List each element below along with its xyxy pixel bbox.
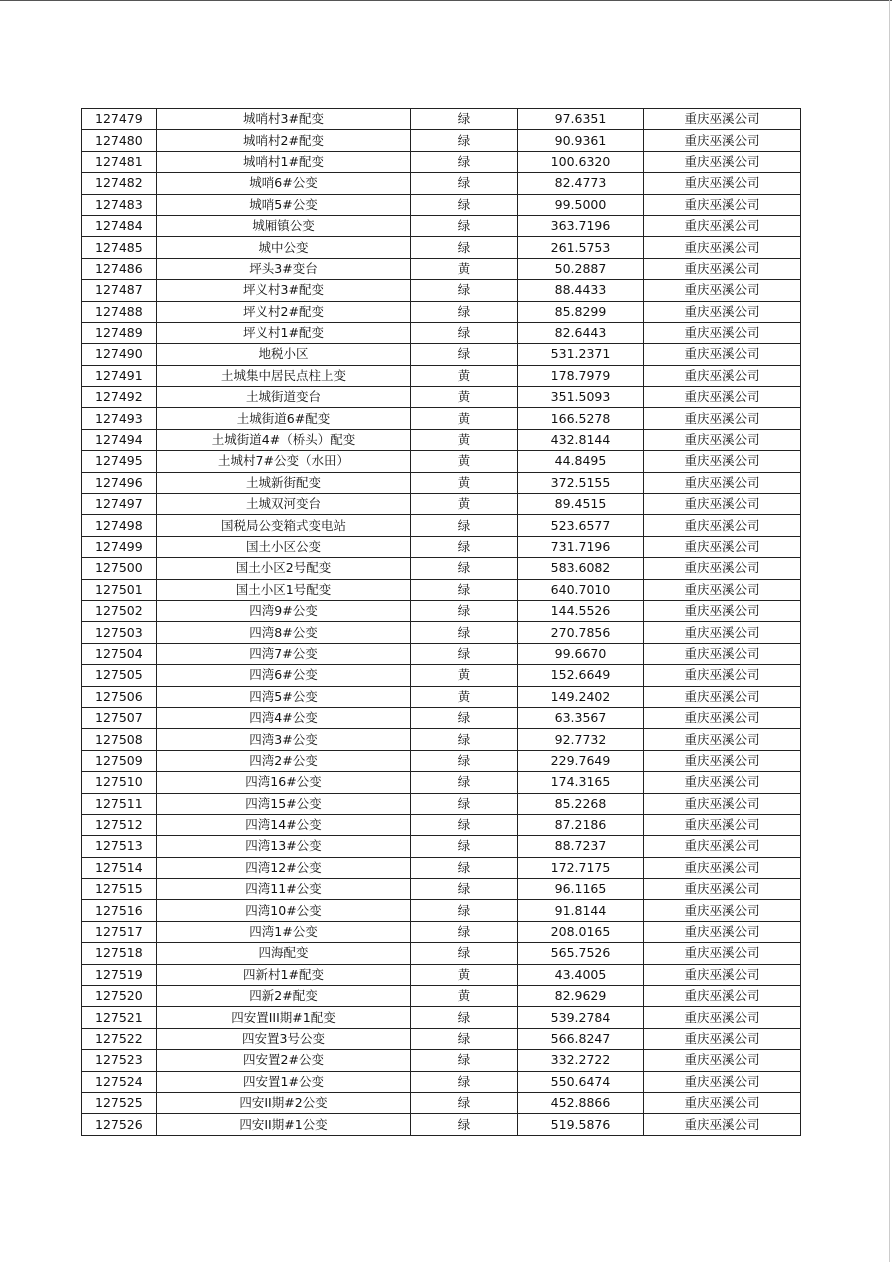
company-cell: 重庆巫溪公司 bbox=[644, 665, 801, 686]
table-row bbox=[82, 472, 801, 493]
table-row bbox=[82, 237, 801, 258]
company-cell: 重庆巫溪公司 bbox=[644, 130, 801, 151]
row-id-cell: 127518 bbox=[82, 943, 157, 964]
company-cell: 重庆巫溪公司 bbox=[644, 151, 801, 172]
name-cell: 四湾16#公变 bbox=[157, 772, 411, 793]
company-cell: 重庆巫溪公司 bbox=[644, 1050, 801, 1071]
name-cell: 四湾5#公变 bbox=[157, 686, 411, 707]
company-cell: 重庆巫溪公司 bbox=[644, 793, 801, 814]
table-row bbox=[82, 879, 801, 900]
status-cell: 绿 bbox=[411, 322, 518, 343]
status-cell: 黄 bbox=[411, 451, 518, 472]
value-cell: 92.7732 bbox=[518, 729, 644, 750]
name-cell: 四湾2#公变 bbox=[157, 750, 411, 771]
row-id-cell: 127487 bbox=[82, 280, 157, 301]
name-cell: 四湾6#公变 bbox=[157, 665, 411, 686]
status-cell: 绿 bbox=[411, 1028, 518, 1049]
value-cell: 432.8144 bbox=[518, 429, 644, 450]
status-cell: 绿 bbox=[411, 622, 518, 643]
row-id-cell: 127519 bbox=[82, 964, 157, 985]
name-cell: 四安置III期#1配变 bbox=[157, 1007, 411, 1028]
value-cell: 100.6320 bbox=[518, 151, 644, 172]
row-id-cell: 127526 bbox=[82, 1114, 157, 1135]
table-row bbox=[82, 494, 801, 515]
name-cell: 四安置3号公变 bbox=[157, 1028, 411, 1049]
row-id-cell: 127498 bbox=[82, 515, 157, 536]
row-id-cell: 127481 bbox=[82, 151, 157, 172]
table-row bbox=[82, 536, 801, 557]
status-cell: 绿 bbox=[411, 836, 518, 857]
row-id-cell: 127488 bbox=[82, 301, 157, 322]
table-row bbox=[82, 451, 801, 472]
company-cell: 重庆巫溪公司 bbox=[644, 943, 801, 964]
value-cell: 82.9629 bbox=[518, 986, 644, 1007]
table-row bbox=[82, 1071, 801, 1092]
row-id-cell: 127501 bbox=[82, 579, 157, 600]
company-cell: 重庆巫溪公司 bbox=[644, 194, 801, 215]
status-cell: 绿 bbox=[411, 515, 518, 536]
name-cell: 四海配变 bbox=[157, 943, 411, 964]
name-cell: 城中公变 bbox=[157, 237, 411, 258]
table-row bbox=[82, 793, 801, 814]
name-cell: 四湾15#公变 bbox=[157, 793, 411, 814]
value-cell: 208.0165 bbox=[518, 921, 644, 942]
value-cell: 144.5526 bbox=[518, 600, 644, 621]
row-id-cell: 127492 bbox=[82, 387, 157, 408]
table-row bbox=[82, 857, 801, 878]
table-body bbox=[82, 109, 801, 1136]
status-cell: 绿 bbox=[411, 1114, 518, 1135]
status-cell: 黄 bbox=[411, 408, 518, 429]
row-id-cell: 127506 bbox=[82, 686, 157, 707]
company-cell: 重庆巫溪公司 bbox=[644, 408, 801, 429]
status-cell: 黄 bbox=[411, 686, 518, 707]
status-cell: 绿 bbox=[411, 900, 518, 921]
name-cell: 四湾10#公变 bbox=[157, 900, 411, 921]
company-cell: 重庆巫溪公司 bbox=[644, 622, 801, 643]
status-cell: 绿 bbox=[411, 793, 518, 814]
row-id-cell: 127522 bbox=[82, 1028, 157, 1049]
transformer-table bbox=[81, 108, 801, 1136]
value-cell: 229.7649 bbox=[518, 750, 644, 771]
table-row bbox=[82, 1028, 801, 1049]
row-id-cell: 127512 bbox=[82, 814, 157, 835]
name-cell: 四湾14#公变 bbox=[157, 814, 411, 835]
name-cell: 四安II期#2公变 bbox=[157, 1092, 411, 1113]
company-cell: 重庆巫溪公司 bbox=[644, 900, 801, 921]
row-id-cell: 127486 bbox=[82, 258, 157, 279]
table-row bbox=[82, 301, 801, 322]
status-cell: 绿 bbox=[411, 173, 518, 194]
status-cell: 黄 bbox=[411, 986, 518, 1007]
name-cell: 四湾11#公变 bbox=[157, 879, 411, 900]
value-cell: 152.6649 bbox=[518, 665, 644, 686]
value-cell: 523.6577 bbox=[518, 515, 644, 536]
table-row bbox=[82, 986, 801, 1007]
company-cell: 重庆巫溪公司 bbox=[644, 707, 801, 728]
status-cell: 绿 bbox=[411, 729, 518, 750]
company-cell: 重庆巫溪公司 bbox=[644, 772, 801, 793]
value-cell: 539.2784 bbox=[518, 1007, 644, 1028]
status-cell: 绿 bbox=[411, 943, 518, 964]
company-cell: 重庆巫溪公司 bbox=[644, 1092, 801, 1113]
table-row bbox=[82, 814, 801, 835]
row-id-cell: 127504 bbox=[82, 643, 157, 664]
company-cell: 重庆巫溪公司 bbox=[644, 879, 801, 900]
table-row bbox=[82, 515, 801, 536]
company-cell: 重庆巫溪公司 bbox=[644, 921, 801, 942]
company-cell: 重庆巫溪公司 bbox=[644, 558, 801, 579]
value-cell: 44.8495 bbox=[518, 451, 644, 472]
company-cell: 重庆巫溪公司 bbox=[644, 451, 801, 472]
row-id-cell: 127496 bbox=[82, 472, 157, 493]
company-cell: 重庆巫溪公司 bbox=[644, 536, 801, 557]
company-cell: 重庆巫溪公司 bbox=[644, 986, 801, 1007]
name-cell: 四新村1#配变 bbox=[157, 964, 411, 985]
name-cell: 坪义村1#配变 bbox=[157, 322, 411, 343]
company-cell: 重庆巫溪公司 bbox=[644, 365, 801, 386]
value-cell: 519.5876 bbox=[518, 1114, 644, 1135]
value-cell: 363.7196 bbox=[518, 215, 644, 236]
row-id-cell: 127497 bbox=[82, 494, 157, 515]
value-cell: 174.3165 bbox=[518, 772, 644, 793]
table-row bbox=[82, 387, 801, 408]
table-row bbox=[82, 750, 801, 771]
value-cell: 85.2268 bbox=[518, 793, 644, 814]
name-cell: 土城双河变台 bbox=[157, 494, 411, 515]
name-cell: 城厢镇公变 bbox=[157, 215, 411, 236]
table-row bbox=[82, 215, 801, 236]
name-cell: 国土小区1号配变 bbox=[157, 579, 411, 600]
status-cell: 绿 bbox=[411, 280, 518, 301]
table-row bbox=[82, 836, 801, 857]
name-cell: 四湾12#公变 bbox=[157, 857, 411, 878]
status-cell: 绿 bbox=[411, 879, 518, 900]
status-cell: 绿 bbox=[411, 921, 518, 942]
table-row bbox=[82, 151, 801, 172]
status-cell: 绿 bbox=[411, 707, 518, 728]
value-cell: 332.2722 bbox=[518, 1050, 644, 1071]
status-cell: 绿 bbox=[411, 600, 518, 621]
row-id-cell: 127483 bbox=[82, 194, 157, 215]
name-cell: 国土小区2号配变 bbox=[157, 558, 411, 579]
company-cell: 重庆巫溪公司 bbox=[644, 472, 801, 493]
value-cell: 566.8247 bbox=[518, 1028, 644, 1049]
status-cell: 黄 bbox=[411, 494, 518, 515]
table-row bbox=[82, 109, 801, 130]
status-cell: 黄 bbox=[411, 429, 518, 450]
table-row bbox=[82, 579, 801, 600]
value-cell: 82.4773 bbox=[518, 173, 644, 194]
company-cell: 重庆巫溪公司 bbox=[644, 729, 801, 750]
name-cell: 四湾8#公变 bbox=[157, 622, 411, 643]
value-cell: 87.2186 bbox=[518, 814, 644, 835]
row-id-cell: 127479 bbox=[82, 109, 157, 130]
status-cell: 黄 bbox=[411, 365, 518, 386]
table-row bbox=[82, 365, 801, 386]
status-cell: 绿 bbox=[411, 579, 518, 600]
company-cell: 重庆巫溪公司 bbox=[644, 344, 801, 365]
table-row bbox=[82, 921, 801, 942]
value-cell: 82.6443 bbox=[518, 322, 644, 343]
name-cell: 坪义村3#配变 bbox=[157, 280, 411, 301]
row-id-cell: 127515 bbox=[82, 879, 157, 900]
row-id-cell: 127516 bbox=[82, 900, 157, 921]
company-cell: 重庆巫溪公司 bbox=[644, 173, 801, 194]
row-id-cell: 127484 bbox=[82, 215, 157, 236]
company-cell: 重庆巫溪公司 bbox=[644, 237, 801, 258]
table-row bbox=[82, 729, 801, 750]
status-cell: 绿 bbox=[411, 301, 518, 322]
company-cell: 重庆巫溪公司 bbox=[644, 750, 801, 771]
value-cell: 85.8299 bbox=[518, 301, 644, 322]
company-cell: 重庆巫溪公司 bbox=[644, 964, 801, 985]
value-cell: 97.6351 bbox=[518, 109, 644, 130]
company-cell: 重庆巫溪公司 bbox=[644, 1071, 801, 1092]
status-cell: 绿 bbox=[411, 151, 518, 172]
company-cell: 重庆巫溪公司 bbox=[644, 1007, 801, 1028]
row-id-cell: 127480 bbox=[82, 130, 157, 151]
row-id-cell: 127517 bbox=[82, 921, 157, 942]
name-cell: 城哨村3#配变 bbox=[157, 109, 411, 130]
company-cell: 重庆巫溪公司 bbox=[644, 429, 801, 450]
row-id-cell: 127489 bbox=[82, 322, 157, 343]
value-cell: 261.5753 bbox=[518, 237, 644, 258]
company-cell: 重庆巫溪公司 bbox=[644, 600, 801, 621]
row-id-cell: 127523 bbox=[82, 1050, 157, 1071]
company-cell: 重庆巫溪公司 bbox=[644, 579, 801, 600]
value-cell: 90.9361 bbox=[518, 130, 644, 151]
status-cell: 绿 bbox=[411, 1050, 518, 1071]
value-cell: 583.6082 bbox=[518, 558, 644, 579]
row-id-cell: 127503 bbox=[82, 622, 157, 643]
table-row bbox=[82, 665, 801, 686]
row-id-cell: 127500 bbox=[82, 558, 157, 579]
name-cell: 四湾3#公变 bbox=[157, 729, 411, 750]
table-row bbox=[82, 707, 801, 728]
table-row bbox=[82, 194, 801, 215]
page-edge bbox=[0, 0, 892, 1]
row-id-cell: 127510 bbox=[82, 772, 157, 793]
row-id-cell: 127509 bbox=[82, 750, 157, 771]
row-id-cell: 127525 bbox=[82, 1092, 157, 1113]
row-id-cell: 127513 bbox=[82, 836, 157, 857]
company-cell: 重庆巫溪公司 bbox=[644, 280, 801, 301]
name-cell: 坪义村2#配变 bbox=[157, 301, 411, 322]
table-row bbox=[82, 173, 801, 194]
status-cell: 黄 bbox=[411, 665, 518, 686]
table-row bbox=[82, 558, 801, 579]
company-cell: 重庆巫溪公司 bbox=[644, 836, 801, 857]
value-cell: 452.8866 bbox=[518, 1092, 644, 1113]
company-cell: 重庆巫溪公司 bbox=[644, 301, 801, 322]
name-cell: 四湾1#公变 bbox=[157, 921, 411, 942]
status-cell: 黄 bbox=[411, 387, 518, 408]
value-cell: 351.5093 bbox=[518, 387, 644, 408]
table-row bbox=[82, 1092, 801, 1113]
company-cell: 重庆巫溪公司 bbox=[644, 643, 801, 664]
name-cell: 土城村7#公变（水田） bbox=[157, 451, 411, 472]
value-cell: 166.5278 bbox=[518, 408, 644, 429]
company-cell: 重庆巫溪公司 bbox=[644, 387, 801, 408]
name-cell: 四新2#配变 bbox=[157, 986, 411, 1007]
table-row bbox=[82, 964, 801, 985]
status-cell: 绿 bbox=[411, 643, 518, 664]
value-cell: 88.7237 bbox=[518, 836, 644, 857]
name-cell: 四湾4#公变 bbox=[157, 707, 411, 728]
table-row bbox=[82, 600, 801, 621]
name-cell: 城哨村2#配变 bbox=[157, 130, 411, 151]
status-cell: 绿 bbox=[411, 109, 518, 130]
name-cell: 国税局公变箱式变电站 bbox=[157, 515, 411, 536]
table-row bbox=[82, 280, 801, 301]
table-row bbox=[82, 1114, 801, 1135]
name-cell: 城哨5#公变 bbox=[157, 194, 411, 215]
status-cell: 绿 bbox=[411, 1071, 518, 1092]
status-cell: 黄 bbox=[411, 258, 518, 279]
name-cell: 四湾9#公变 bbox=[157, 600, 411, 621]
table-row bbox=[82, 772, 801, 793]
status-cell: 黄 bbox=[411, 472, 518, 493]
value-cell: 50.2887 bbox=[518, 258, 644, 279]
status-cell: 绿 bbox=[411, 772, 518, 793]
row-id-cell: 127493 bbox=[82, 408, 157, 429]
company-cell: 重庆巫溪公司 bbox=[644, 1114, 801, 1135]
row-id-cell: 127490 bbox=[82, 344, 157, 365]
table-row bbox=[82, 130, 801, 151]
value-cell: 149.2402 bbox=[518, 686, 644, 707]
value-cell: 88.4433 bbox=[518, 280, 644, 301]
table-row bbox=[82, 643, 801, 664]
row-id-cell: 127514 bbox=[82, 857, 157, 878]
value-cell: 640.7010 bbox=[518, 579, 644, 600]
status-cell: 绿 bbox=[411, 237, 518, 258]
row-id-cell: 127521 bbox=[82, 1007, 157, 1028]
value-cell: 43.4005 bbox=[518, 964, 644, 985]
name-cell: 四安II期#1公变 bbox=[157, 1114, 411, 1135]
status-cell: 绿 bbox=[411, 215, 518, 236]
value-cell: 172.7175 bbox=[518, 857, 644, 878]
name-cell: 四安置2#公变 bbox=[157, 1050, 411, 1071]
value-cell: 550.6474 bbox=[518, 1071, 644, 1092]
name-cell: 四湾13#公变 bbox=[157, 836, 411, 857]
name-cell: 土城街道4#（桥头）配变 bbox=[157, 429, 411, 450]
name-cell: 土城集中居民点柱上变 bbox=[157, 365, 411, 386]
row-id-cell: 127507 bbox=[82, 707, 157, 728]
table-row bbox=[82, 322, 801, 343]
status-cell: 绿 bbox=[411, 1092, 518, 1113]
row-id-cell: 127499 bbox=[82, 536, 157, 557]
row-id-cell: 127508 bbox=[82, 729, 157, 750]
table-row bbox=[82, 429, 801, 450]
table-row bbox=[82, 943, 801, 964]
table-row bbox=[82, 408, 801, 429]
company-cell: 重庆巫溪公司 bbox=[644, 814, 801, 835]
name-cell: 四安置1#公变 bbox=[157, 1071, 411, 1092]
page-edge bbox=[889, 0, 890, 1262]
status-cell: 绿 bbox=[411, 558, 518, 579]
value-cell: 89.4515 bbox=[518, 494, 644, 515]
row-id-cell: 127495 bbox=[82, 451, 157, 472]
company-cell: 重庆巫溪公司 bbox=[644, 515, 801, 536]
table-row bbox=[82, 258, 801, 279]
table-row bbox=[82, 1050, 801, 1071]
row-id-cell: 127485 bbox=[82, 237, 157, 258]
company-cell: 重庆巫溪公司 bbox=[644, 494, 801, 515]
row-id-cell: 127511 bbox=[82, 793, 157, 814]
value-cell: 731.7196 bbox=[518, 536, 644, 557]
company-cell: 重庆巫溪公司 bbox=[644, 109, 801, 130]
row-id-cell: 127505 bbox=[82, 665, 157, 686]
name-cell: 土城街道变台 bbox=[157, 387, 411, 408]
company-cell: 重庆巫溪公司 bbox=[644, 1028, 801, 1049]
name-cell: 四湾7#公变 bbox=[157, 643, 411, 664]
value-cell: 565.7526 bbox=[518, 943, 644, 964]
value-cell: 178.7979 bbox=[518, 365, 644, 386]
row-id-cell: 127524 bbox=[82, 1071, 157, 1092]
company-cell: 重庆巫溪公司 bbox=[644, 322, 801, 343]
row-id-cell: 127482 bbox=[82, 173, 157, 194]
row-id-cell: 127502 bbox=[82, 600, 157, 621]
status-cell: 绿 bbox=[411, 857, 518, 878]
status-cell: 绿 bbox=[411, 536, 518, 557]
value-cell: 99.6670 bbox=[518, 643, 644, 664]
name-cell: 城哨村1#配变 bbox=[157, 151, 411, 172]
status-cell: 绿 bbox=[411, 194, 518, 215]
value-cell: 99.5000 bbox=[518, 194, 644, 215]
table-row bbox=[82, 686, 801, 707]
value-cell: 96.1165 bbox=[518, 879, 644, 900]
status-cell: 绿 bbox=[411, 750, 518, 771]
row-id-cell: 127491 bbox=[82, 365, 157, 386]
table-row bbox=[82, 900, 801, 921]
name-cell: 土城新街配变 bbox=[157, 472, 411, 493]
value-cell: 63.3567 bbox=[518, 707, 644, 728]
value-cell: 372.5155 bbox=[518, 472, 644, 493]
table-row bbox=[82, 622, 801, 643]
row-id-cell: 127494 bbox=[82, 429, 157, 450]
row-id-cell: 127520 bbox=[82, 986, 157, 1007]
value-cell: 531.2371 bbox=[518, 344, 644, 365]
company-cell: 重庆巫溪公司 bbox=[644, 215, 801, 236]
status-cell: 绿 bbox=[411, 1007, 518, 1028]
name-cell: 地税小区 bbox=[157, 344, 411, 365]
value-cell: 91.8144 bbox=[518, 900, 644, 921]
name-cell: 国土小区公变 bbox=[157, 536, 411, 557]
status-cell: 绿 bbox=[411, 130, 518, 151]
name-cell: 城哨6#公变 bbox=[157, 173, 411, 194]
table-row bbox=[82, 344, 801, 365]
name-cell: 土城街道6#配变 bbox=[157, 408, 411, 429]
company-cell: 重庆巫溪公司 bbox=[644, 258, 801, 279]
company-cell: 重庆巫溪公司 bbox=[644, 857, 801, 878]
status-cell: 绿 bbox=[411, 814, 518, 835]
status-cell: 黄 bbox=[411, 964, 518, 985]
name-cell: 坪头3#变台 bbox=[157, 258, 411, 279]
company-cell: 重庆巫溪公司 bbox=[644, 686, 801, 707]
status-cell: 绿 bbox=[411, 344, 518, 365]
table-row bbox=[82, 1007, 801, 1028]
value-cell: 270.7856 bbox=[518, 622, 644, 643]
